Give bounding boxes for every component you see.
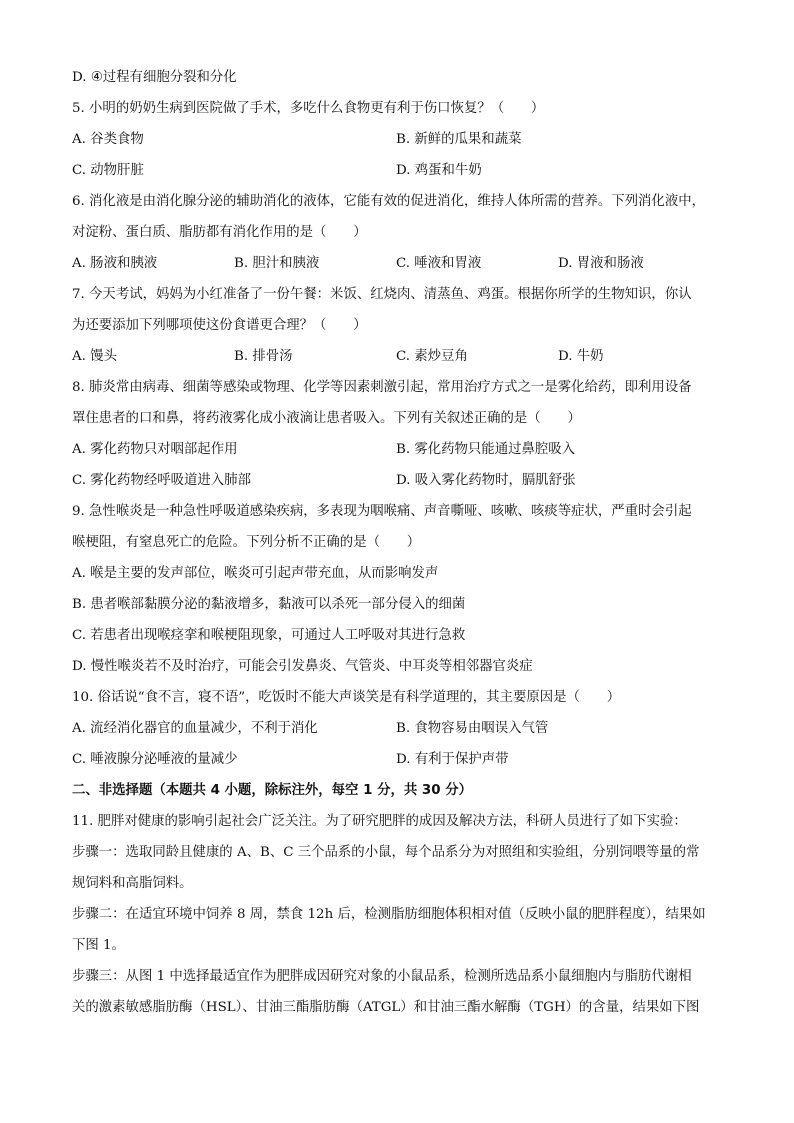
q10-options-row1: [72, 713, 732, 744]
q5-option-b: B. 新鲜的瓜果和蔬菜: [396, 132, 522, 147]
q5-stem: 5. 小明的奶奶生病到医院做了手术，多吃什么食物更有利于伤口恢复？（ ）: [72, 101, 545, 116]
q6-stem-line2: 对淀粉、蛋白质、脂肪都有消化作用的是（ ）: [72, 225, 367, 240]
q5-options-row1: [72, 124, 732, 155]
q9-stem-line1: 9. 急性喉炎是一种急性呼吸道感染疾病，多表现为咽喉痛、声音嘶哑、咳嗽、咳痰等症状，严重时会引起: [72, 504, 692, 519]
q6-option-a: A. 肠液和胰液: [72, 256, 158, 271]
q8-option-d: D. 吸入雾化药物时，膈肌舒张: [396, 473, 576, 488]
q6-options: [72, 248, 732, 279]
q11-step1-line2: 规饲料和高脂饲料。: [72, 876, 193, 891]
exam-page: [72, 62, 732, 1023]
q4-option-d: D. ④过程有细胞分裂和分化: [72, 70, 237, 85]
q7-option-d: D. 牛奶: [558, 349, 604, 364]
q6-option-c: C. 唾液和胃液: [396, 256, 482, 271]
q9-option-c: C. 若患者出现喉痉挛和喉梗阻现象，可通过人工呼吸对其进行急救: [72, 628, 466, 643]
q10-option-d: D. 有利于保护声带: [396, 752, 509, 767]
q9-option-a: A. 喉是主要的发声部位，喉炎可引起声带充血，从而影响发声: [72, 566, 439, 581]
q7-option-b: B. 排骨汤: [234, 349, 293, 364]
q11-step2-line1: 步骤二：在适宜环境中饲养 8 周，禁食 12h 后，检测脂肪细胞体积相对值（反映小鼠的肥胖程度），结果如: [72, 907, 706, 922]
q5-options-row2: [72, 155, 732, 186]
q7-stem-line1: 7. 今天考试，妈妈为小红准备了一份午餐：米饭、红烧肉、清蒸鱼、鸡蛋。根据你所学的生物知识，你认: [72, 287, 692, 302]
q5-option-a: A. 谷类食物: [72, 132, 144, 147]
q10-stem: 10. 俗话说“食不言，寝不语”，吃饭时不能大声谈笑是有科学道理的，其主要原因是（ ）: [72, 690, 621, 705]
q8-stem-line1: 8. 肺炎常由病毒、细菌等感染或物理、化学等因素刺激引起，常用治疗方式之一是雾化给药，即利用设备: [72, 380, 692, 395]
q9-option-d: D. 慢性喉炎若不及时治疗，可能会引发鼻炎、气管炎、中耳炎等相邻器官炎症: [72, 659, 533, 674]
q7-stem-line2: 为还要添加下列哪项使这份食谱更合理？（ ）: [72, 318, 367, 333]
q10-option-b: B. 食物容易由咽误入气管: [396, 721, 549, 736]
q5-option-d: D. 鸡蛋和牛奶: [396, 163, 482, 178]
q8-option-b: B. 雾化药物只能通过鼻腔吸入: [396, 442, 576, 457]
q8-options-row2: [72, 465, 732, 496]
q11-step2-line2: 下图 1。: [72, 938, 125, 953]
q11-step3-line1: 步骤三：从图 1 中选择最适宜作为肥胖成因研究对象的小鼠品系，检测所选品系小鼠细胞内与脂肪代谢相: [72, 969, 692, 984]
q11-intro: 11. 肥胖对健康的影响引起社会广泛关注。为了研究肥胖的成因及解决方法，科研人员进行了如下实验：: [72, 814, 687, 829]
q5-option-c: C. 动物肝脏: [72, 163, 144, 178]
q7-option-c: C. 素炒豆角: [396, 349, 468, 364]
section-heading: 二、非选择题（本题共 4 小题，除标注外，每空 1 分，共 30 分）: [72, 783, 473, 798]
q10-option-a: A. 流经消化器官的血量减少，不利于消化: [72, 721, 318, 736]
q11-step1-line1: 步骤一：选取同龄且健康的 A、B、C 三个品系的小鼠，每个品系分为对照组和实验组，分别饲喂等量的常: [72, 845, 700, 860]
q9-option-b: B. 患者喉部黏膜分泌的黏液增多，黏液可以杀死一部分侵入的细菌: [72, 597, 466, 612]
q6-stem-line1: 6. 消化液是由消化腺分泌的辅助消化的液体，它能有效的促进消化，维持人体所需的营养。下列消化液中，: [72, 194, 705, 209]
q7-option-a: A. 馒头: [72, 349, 117, 364]
q9-stem-line2: 喉梗阻，有窒息死亡的危险。下列分析不正确的是（ ）: [72, 535, 421, 550]
q10-option-c: C. 唾液腺分泌唾液的量减少: [72, 752, 238, 767]
q8-option-c: C. 雾化药物经呼吸道进入肺部: [72, 473, 251, 488]
q8-options-row1: [72, 434, 732, 465]
q6-option-b: B. 胆汁和胰液: [234, 256, 320, 271]
q6-option-d: D. 胃液和肠液: [558, 256, 644, 271]
q8-stem-line2: 罩住患者的口和鼻，将药液雾化成小液滴让患者吸入。下列有关叙述正确的是（ ）: [72, 411, 581, 426]
q11-step3-line2: 关的激素敏感脂肪酶（HSL）、甘油三酯脂肪酶（ATGL）和甘油三酯水解酶（TGH）的含量，结果如下图: [72, 1000, 700, 1015]
q8-option-a: A. 雾化药物只对咽部起作用: [72, 442, 238, 457]
q7-options: [72, 341, 732, 372]
q10-options-row2: [72, 744, 732, 775]
